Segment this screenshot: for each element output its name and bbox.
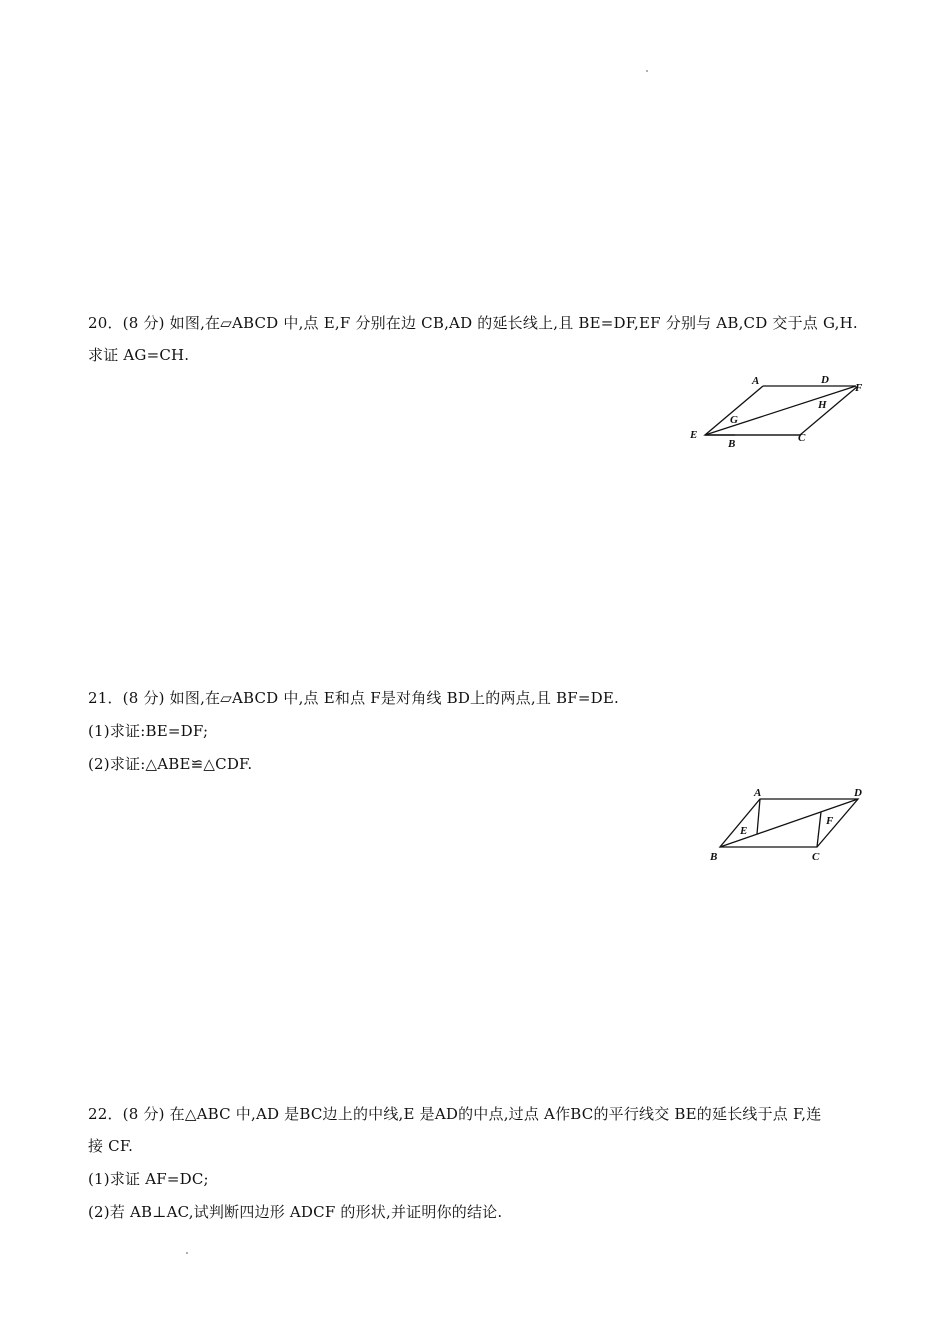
stray-mark xyxy=(646,70,648,72)
q21-label-D: D xyxy=(854,787,862,799)
q22-part1: (1)求证 AF=DC; xyxy=(88,1170,209,1188)
q20-line2: 求证 AG=CH. xyxy=(88,346,190,364)
q21-line1: 21．(8 分) 如图,在▱ABCD 中,点 E和点 F是对角线 BD上的两点,且 BF=DE. xyxy=(88,689,619,707)
q20-label-D: D xyxy=(821,374,829,386)
q20-label-C: C xyxy=(798,432,806,444)
q21-label-E: E xyxy=(740,825,748,837)
q20-label-H: H xyxy=(818,399,827,411)
q21-segment-AE xyxy=(757,799,760,834)
q20-line1: 20．(8 分) 如图,在▱ABCD 中,点 E,F 分别在边 CB,AD 的延长线上,且 BE=DF,EF 分别与 AB,CD 交于点 G,H. xyxy=(88,314,858,332)
q20-segment-EF xyxy=(705,386,856,435)
stray-mark xyxy=(186,1252,188,1254)
q22-line2: 接 CF. xyxy=(88,1137,134,1155)
q21-figure xyxy=(700,780,880,870)
q21-segment-CF xyxy=(817,812,821,847)
q20-label-F: F xyxy=(855,382,863,394)
q21-part1: (1)求证:BE=DF; xyxy=(88,722,209,740)
q20-label-A: A xyxy=(752,375,760,387)
q22-part2: (2)若 AB⊥AC,试判断四边形 ADCF 的形状,并证明你的结论. xyxy=(88,1203,503,1221)
q21-part2: (2)求证:△ABE≌△CDF. xyxy=(88,755,253,773)
q22-line1: 22．(8 分) 在△ABC 中,AD 是BC边上的中线,E 是AD的中点,过点 A作BC的平行线交 BE的延长线于点 F,连 xyxy=(88,1105,822,1123)
q21-label-F: F xyxy=(826,815,834,827)
q21-label-C: C xyxy=(812,851,820,863)
q20-figure xyxy=(680,368,880,458)
q21-label-A: A xyxy=(754,787,762,799)
q20-label-B: B xyxy=(728,438,736,450)
q20-label-G: G xyxy=(730,414,738,426)
q21-label-B: B xyxy=(710,851,718,863)
q20-label-E: E xyxy=(690,429,698,441)
